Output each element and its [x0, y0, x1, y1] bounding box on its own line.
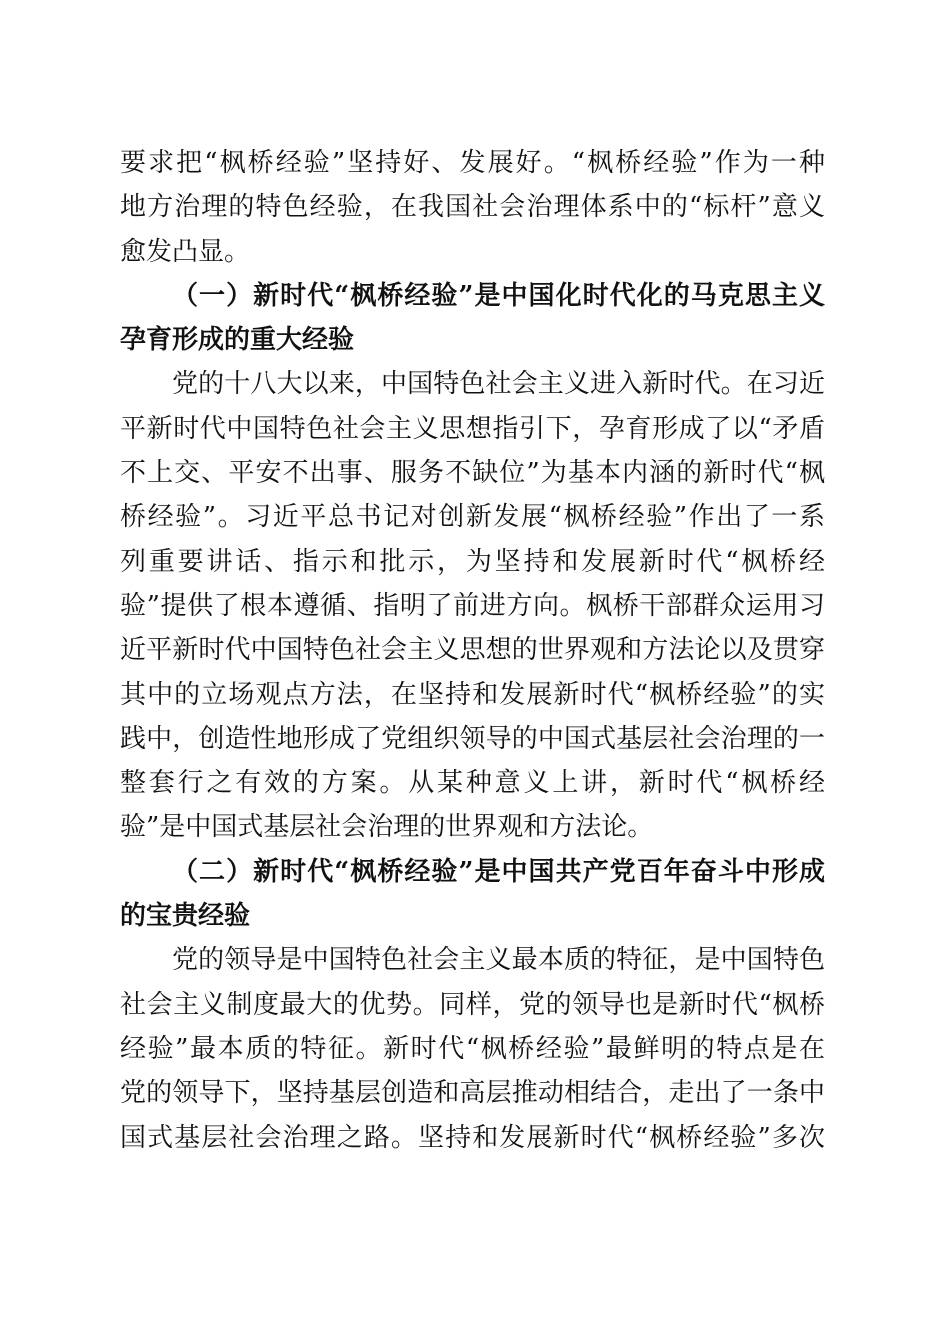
body-paragraph — [120, 938, 825, 1159]
text-line: 平新时代中国特色社会主义思想指引下，孕育形成了以“矛盾 — [120, 413, 825, 444]
heading-line: 孕育形成的重大经验 — [120, 325, 355, 356]
text-line: 党的领导下，坚持基层创造和高层推动相结合，走出了一条中 — [120, 1078, 825, 1109]
heading-line: （二）新时代“枫桥经验”是中国共产党百年奋斗中形成 — [172, 856, 825, 887]
body-paragraph — [120, 362, 825, 849]
heading-line: （一）新时代“枫桥经验”是中国化时代化的马克思主义 — [172, 280, 825, 311]
text-line: 党的领导是中国特色社会主义最本质的特征，是中国特色 — [172, 945, 825, 976]
text-line: 愈发凸显。 — [120, 236, 251, 267]
text-line: 近平新时代中国特色社会主义思想的世界观和方法论以及贯穿 — [120, 635, 825, 666]
text-line: 其中的立场观点方法，在坚持和发展新时代“枫桥经验”的实 — [120, 679, 825, 710]
text-line: 社会主义制度最大的优势。同样，党的领导也是新时代“枫桥 — [120, 989, 825, 1020]
text-line: 整套行之有效的方案。从某种意义上讲，新时代“枫桥经 — [120, 768, 825, 799]
heading-line: 的宝贵经验 — [120, 901, 251, 932]
text-line: 列重要讲话、指示和批示，为坚持和发展新时代“枫桥经 — [120, 546, 825, 577]
text-line: 地方治理的特色经验，在我国社会治理体系中的“标杆”意义 — [120, 192, 825, 223]
text-line: 要求把“枫桥经验”坚持好、发展好。“枫桥经验”作为一种 — [120, 148, 825, 178]
section-heading-1 — [120, 274, 825, 363]
text-line: 经验”最本质的特征。新时代“枫桥经验”最鲜明的特点是在 — [120, 1033, 825, 1064]
text-line: 不上交、平安不出事、服务不缺位”为基本内涵的新时代“枫 — [120, 458, 825, 489]
text-line: 党的十八大以来，中国特色社会主义进入新时代。在习近 — [172, 369, 825, 400]
text-line: 践中，创造性地形成了党组织领导的中国式基层社会治理的一 — [120, 723, 825, 754]
text-line: 验”提供了根本遵循、指明了前进方向。枫桥干部群众运用习 — [120, 590, 825, 621]
text-line: 国式基层社会治理之路。坚持和发展新时代“枫桥经验”多次 — [120, 1122, 825, 1153]
section-heading-2 — [120, 850, 825, 939]
text-line: 桥经验”。习近平总书记对创新发展“枫桥经验”作出了一系 — [120, 502, 825, 533]
text-line: 验”是中国式基层社会治理的世界观和方法论。 — [120, 812, 654, 843]
document-body — [120, 141, 825, 1160]
body-paragraph — [120, 141, 825, 274]
